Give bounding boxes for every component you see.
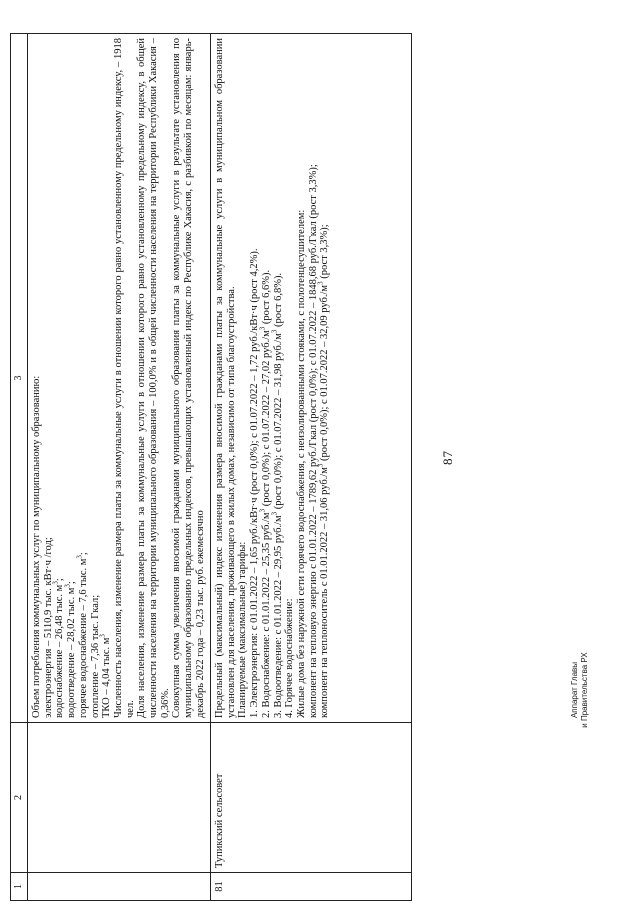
- row-details: [211, 34, 412, 723]
- detail-line: 2. Водоснабжение: с 01.01.2022 – 25,35 $руб./м^3$ (рост 0,0%); с 01.07.2022 – 27,02 $руб./м^3$ (рост 6,6%).: [258, 269, 272, 718]
- page-number: 87: [440, 450, 455, 465]
- row-number: 81: [211, 873, 412, 901]
- detail-line: водоотведение – 28,02 тыс. $м^3$;: [63, 581, 78, 718]
- detail-line: ТКО – 4,04 тыс. $м^3$: [98, 634, 113, 718]
- detail-line: Доля населения, изменение размера платы за коммунальные услуги в отношении которого равно установленному предельному индексу, в общей численности населения на территории муниципального образования – 100,0% и в общей численности населения на территории Республики Хакасия – 0,36%.: [136, 38, 171, 718]
- detail-line: компонент на тепловую энергию с 01.01.2022 – 1789,62 руб./Гкал (рост 0,0%); с 01.07.2022 – 1848,68 руб./Гкал (рост 3,3%);: [307, 164, 319, 718]
- detail-line: Объем потребления коммунальных услуг по муниципальному образованию:: [31, 375, 42, 718]
- detail-line: водоснабжение – 26,48 тыс. $м^3$;: [51, 578, 66, 718]
- table-row: [28, 34, 211, 901]
- detail-line: отопление – 7,36 тыс. Гкал;: [89, 594, 101, 718]
- stamp-line: Аппарат Главы: [570, 661, 579, 719]
- header-col-2: 2: [11, 723, 28, 873]
- detail-line: компонент на теплоноситель с 01.01.2022 – 31,06 $руб./м^3$ (рост 0,0%); с 01.07.2022 – 32,09 $руб./м^3$ (рост 3,3%);: [316, 224, 331, 718]
- office-stamp: [570, 625, 590, 755]
- header-col-3: 3: [11, 34, 28, 723]
- header-col-1: 1: [11, 873, 28, 901]
- table-header-row: [11, 34, 28, 901]
- detail-line: Совокупная сумма увеличения вносимой гражданами муниципального образования платы за коммунальные услуги в результате установления по муниципальному образованию предельных индексов, превышающих установленный индекс по Республике Хакасия, с разбивкой по месяцам: январь-декабрь 2022 года – 0,23 тыс. руб. ежемесячно: [171, 38, 206, 718]
- row-details: [28, 34, 211, 723]
- detail-line: Планируемые (максимальные) тарифы:: [237, 541, 249, 718]
- detail-line: Жилые дома без наружной сети горячего водоснабжения, с неизолированными стояками, с полотенцесушителем:: [295, 209, 307, 718]
- tariff-table: [10, 33, 412, 901]
- detail-line: электроэнергия – 5110,9 тыс. кВт·ч /год;: [42, 537, 54, 718]
- table-row: [211, 34, 412, 901]
- detail-line: Численность населения, изменение размера платы за коммунальные услуги в отношении которого равно установленному предельному индексу, – 1918 чел.: [112, 38, 136, 718]
- detail-line: 3. Водоотведение: с 01.01.2022 – 29,95 $руб./м^3$ (рост 0,0%); с 01.07.2022 – 31,98 $руб./м^3$ (рост 6,8%).: [270, 272, 284, 718]
- detail-line: 1. Электроэнергия: с 01.01.2022 – 1,65 руб./кВт·ч (рост 0,0%); с 01.07.2022 – 1,72 руб./кВт·ч (рост 4,2%).: [249, 248, 261, 718]
- detail-line: 4. Горячее водоснабжение:: [284, 598, 296, 718]
- municipality-name: Тупикский сельсовет: [211, 723, 412, 873]
- stamp-line: и Правительства РХ: [580, 652, 589, 728]
- detail-line: горячее водоснабжение – 7,6 тыс. $м^3$;: [75, 552, 89, 718]
- row-number: [28, 873, 211, 901]
- detail-line: Предельный (максимальный) индекс изменения размера вносимой гражданами платы за коммунальные услуги в муниципальном образовании установлен для населения, проживающего в жилых домах, независимо от типа благоустройства.: [214, 38, 237, 718]
- municipality-name: [28, 723, 211, 873]
